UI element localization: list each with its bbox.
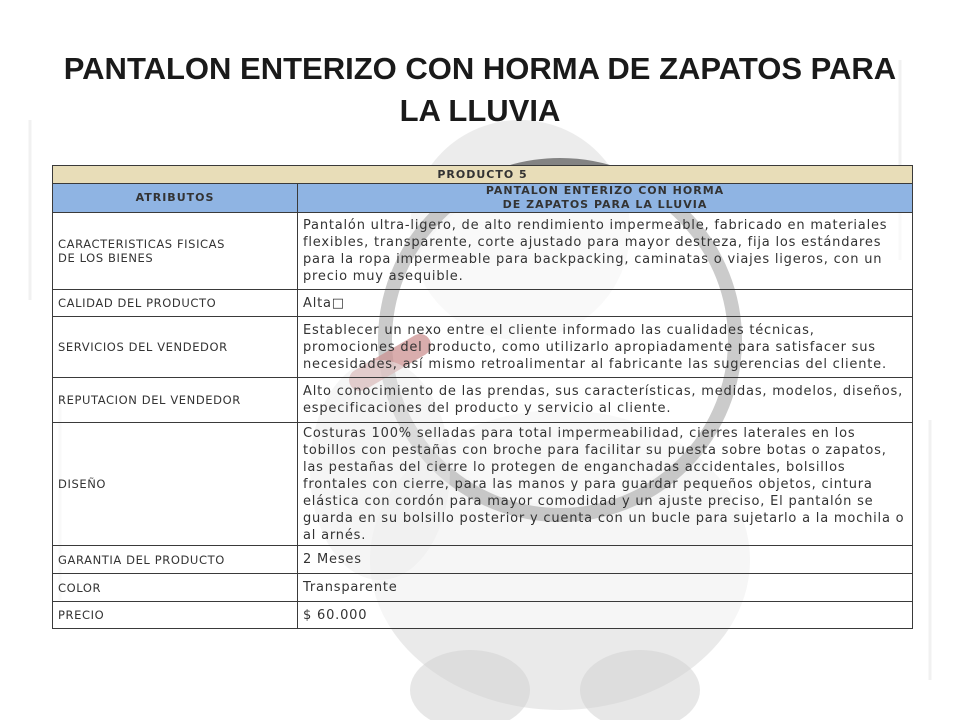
table-row [53, 378, 913, 423]
row-label-calidad: CALIDAD DEL PRODUCTO [53, 290, 298, 317]
row-value-garantia: 2 Meses [298, 546, 913, 574]
row-value-servicios: Establecer un nexo entre el cliente informado las cualidades técnicas, promociones del producto, como utilizarlo apropiadamente para satisfacer sus necesidades, así mismo retroalimentar al fabricante las sugerencias del cliente. [298, 317, 913, 378]
row-label-reputacion: REPUTACION DEL VENDEDOR [53, 378, 298, 423]
row-value-reputacion: Alto conocimiento de las prendas, sus características, medidas, modelos, diseños, especificaciones del producto y servicio al cliente. [298, 378, 913, 423]
table-row [53, 317, 913, 378]
row-label-color: COLOR [53, 574, 298, 602]
product-name-line-2: DE ZAPATOS PARA LA LLUVIA [502, 198, 708, 211]
table-row [53, 574, 913, 602]
row-value-caracteristicas: Pantalón ultra-ligero, de alto rendimiento impermeable, fabricado en materiales flexibles, transparente, corte ajustado para mayor destreza, fija los estándares para la ropa impermeable para backpacking, caminatas o viajes ligeros, con un precio muy asequible. [298, 213, 913, 290]
row-value-precio: $ 60.000 [298, 602, 913, 629]
row-label-precio: PRECIO [53, 602, 298, 629]
product-header: PRODUCTO 5 [53, 166, 913, 184]
row-label-garantia: GARANTIA DEL PRODUCTO [53, 546, 298, 574]
table-row [53, 423, 913, 546]
row-value-calidad: Alta□ [298, 290, 913, 317]
row-label-servicios: SERVICIOS DEL VENDEDOR [53, 317, 298, 378]
row-label-diseno: DISEÑO [53, 423, 298, 546]
row-label-line-2: DE LOS BIENES [58, 251, 154, 265]
product-attributes-table-container [52, 165, 912, 629]
slide-title: PANTALON ENTERIZO CON HORMA DE ZAPATOS PARA LA LLUVIA [63, 51, 897, 128]
table-row [53, 213, 913, 290]
table-header-row [53, 166, 913, 184]
product-name-header [298, 184, 913, 213]
table-row [53, 290, 913, 317]
product-name-line-1: PANTALON ENTERIZO CON HORMA [485, 184, 725, 197]
row-value-color: Transparente [298, 574, 913, 602]
row-value-diseno: Costuras 100% selladas para total impermeabilidad, cierres laterales en los tobillos con pestañas con broche para facilitar su puesta sobre botas o zapatos, las pestañas del cierre lo protegen de enganchadas accidentales, bolsillos frontales con cierre, para las manos y para guardar pequeños objetos, cintura elástica con cordón para mayor comodidad y un ajuste preciso, El pantalón se guarda en su bolsillo posterior y cuenta con un bucle para sujetarlo a la mochila o al arnés. [298, 423, 913, 546]
product-attributes-table [52, 165, 913, 629]
row-label-caracteristicas [53, 213, 298, 290]
table-subheader-row [53, 184, 913, 213]
attributes-header: ATRIBUTOS [53, 184, 298, 213]
table-row [53, 602, 913, 629]
row-label-line-1: CARACTERISTICAS FISICAS [58, 237, 226, 251]
table-row [53, 546, 913, 574]
